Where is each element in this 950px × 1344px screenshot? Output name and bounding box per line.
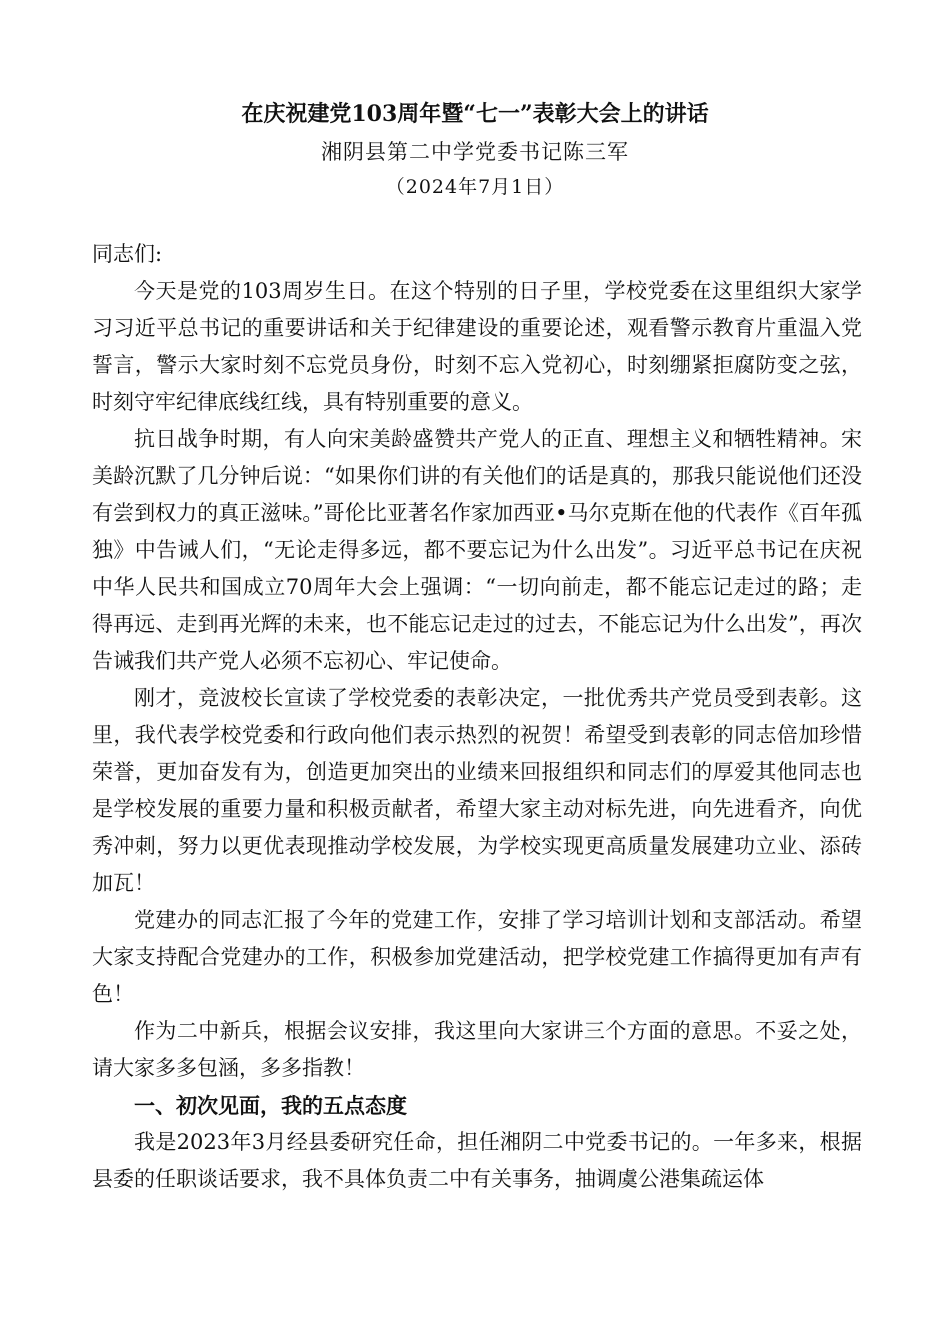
paragraph: 作为二中新兵，根据会议安排，我这里向大家讲三个方面的意思。不妥之处，请大家多多包涵，多多指教！: [92, 1019, 862, 1080]
paragraph: 刚才，竞波校长宣读了学校党委的表彰决定，一批优秀共产党员受到表彰。这里，我代表学校党委和行政向他们表示热烈的祝贺！希望受到表彰的同志倍加珍惜荣誉，更加奋发有为，创造更加突出的业绩来回报组织和同志们的厚爱其他同志也是学校发展的重要力量和积极贡献者，希望大家主动对标先进，向先进看齐，向优秀冲刺，努力以更优表现推动学校发展，为学校实现更高质量发展建功立业、添砖加瓦！: [92, 686, 862, 895]
speech-date: （2024年7月1日）: [385, 176, 565, 198]
paragraph: 党建办的同志汇报了今年的党建工作，安排了学习培训计划和支部活动。希望大家支持配合党建办的工作，积极参加党建活动，把学校党建工作搞得更加有声有色！: [92, 908, 862, 1006]
paragraph: 抗日战争时期，有人向宋美龄盛赞共产党人的正直、理想主义和牺牲精神。宋美龄沉默了几分钟后说：“如果你们讲的有关他们的话是真的，那我只能说他们还没有尝到权力的真正滋味。”哥伦比亚著名作家加西亚•马尔克斯在他的代表作《百年孤独》中告诫人们，“无论走得多远，都不要忘记为什么出发”。习近平总书记在庆祝中华人民共和国成立70周年大会上强调：“一切向前走，都不能忘记走过的路；走得再远、走到再光辉的未来，也不能忘记走过的过去，不能忘记为什么出发”，再次告诫我们共产党人必须不忘初心、牢记使命。: [92, 427, 862, 673]
speech-body: [92, 236, 862, 1198]
paragraph: 今天是党的103周岁生日。在这个特别的日子里，学校党委在这里组织大家学习习近平总书记的重要讲话和关于纪律建设的重要论述，观看警示教育片重温入党誓言，警示大家时刻不忘党员身份，时刻不忘入党初心，时刻绷紧拒腐防变之弦，时刻守牢纪律底线红线，具有特别重要的意义。: [92, 279, 862, 414]
speech-title: 在庆祝建党103周年暨“七一”表彰大会上的讲话: [241, 101, 709, 127]
speech-author: 湘阴县第二中学党委书记陈三军: [321, 140, 629, 164]
section-heading: 一、初次见面，我的五点态度: [134, 1093, 407, 1118]
paragraph: 我是2023年3月经县委研究任命，担任湘阴二中党委书记的。一年多来，根据县委的任职谈话要求，我不具体负责二中有关事务，抽调虞公港集疏运体: [92, 1130, 862, 1191]
salutation: 同志们:: [92, 242, 163, 266]
